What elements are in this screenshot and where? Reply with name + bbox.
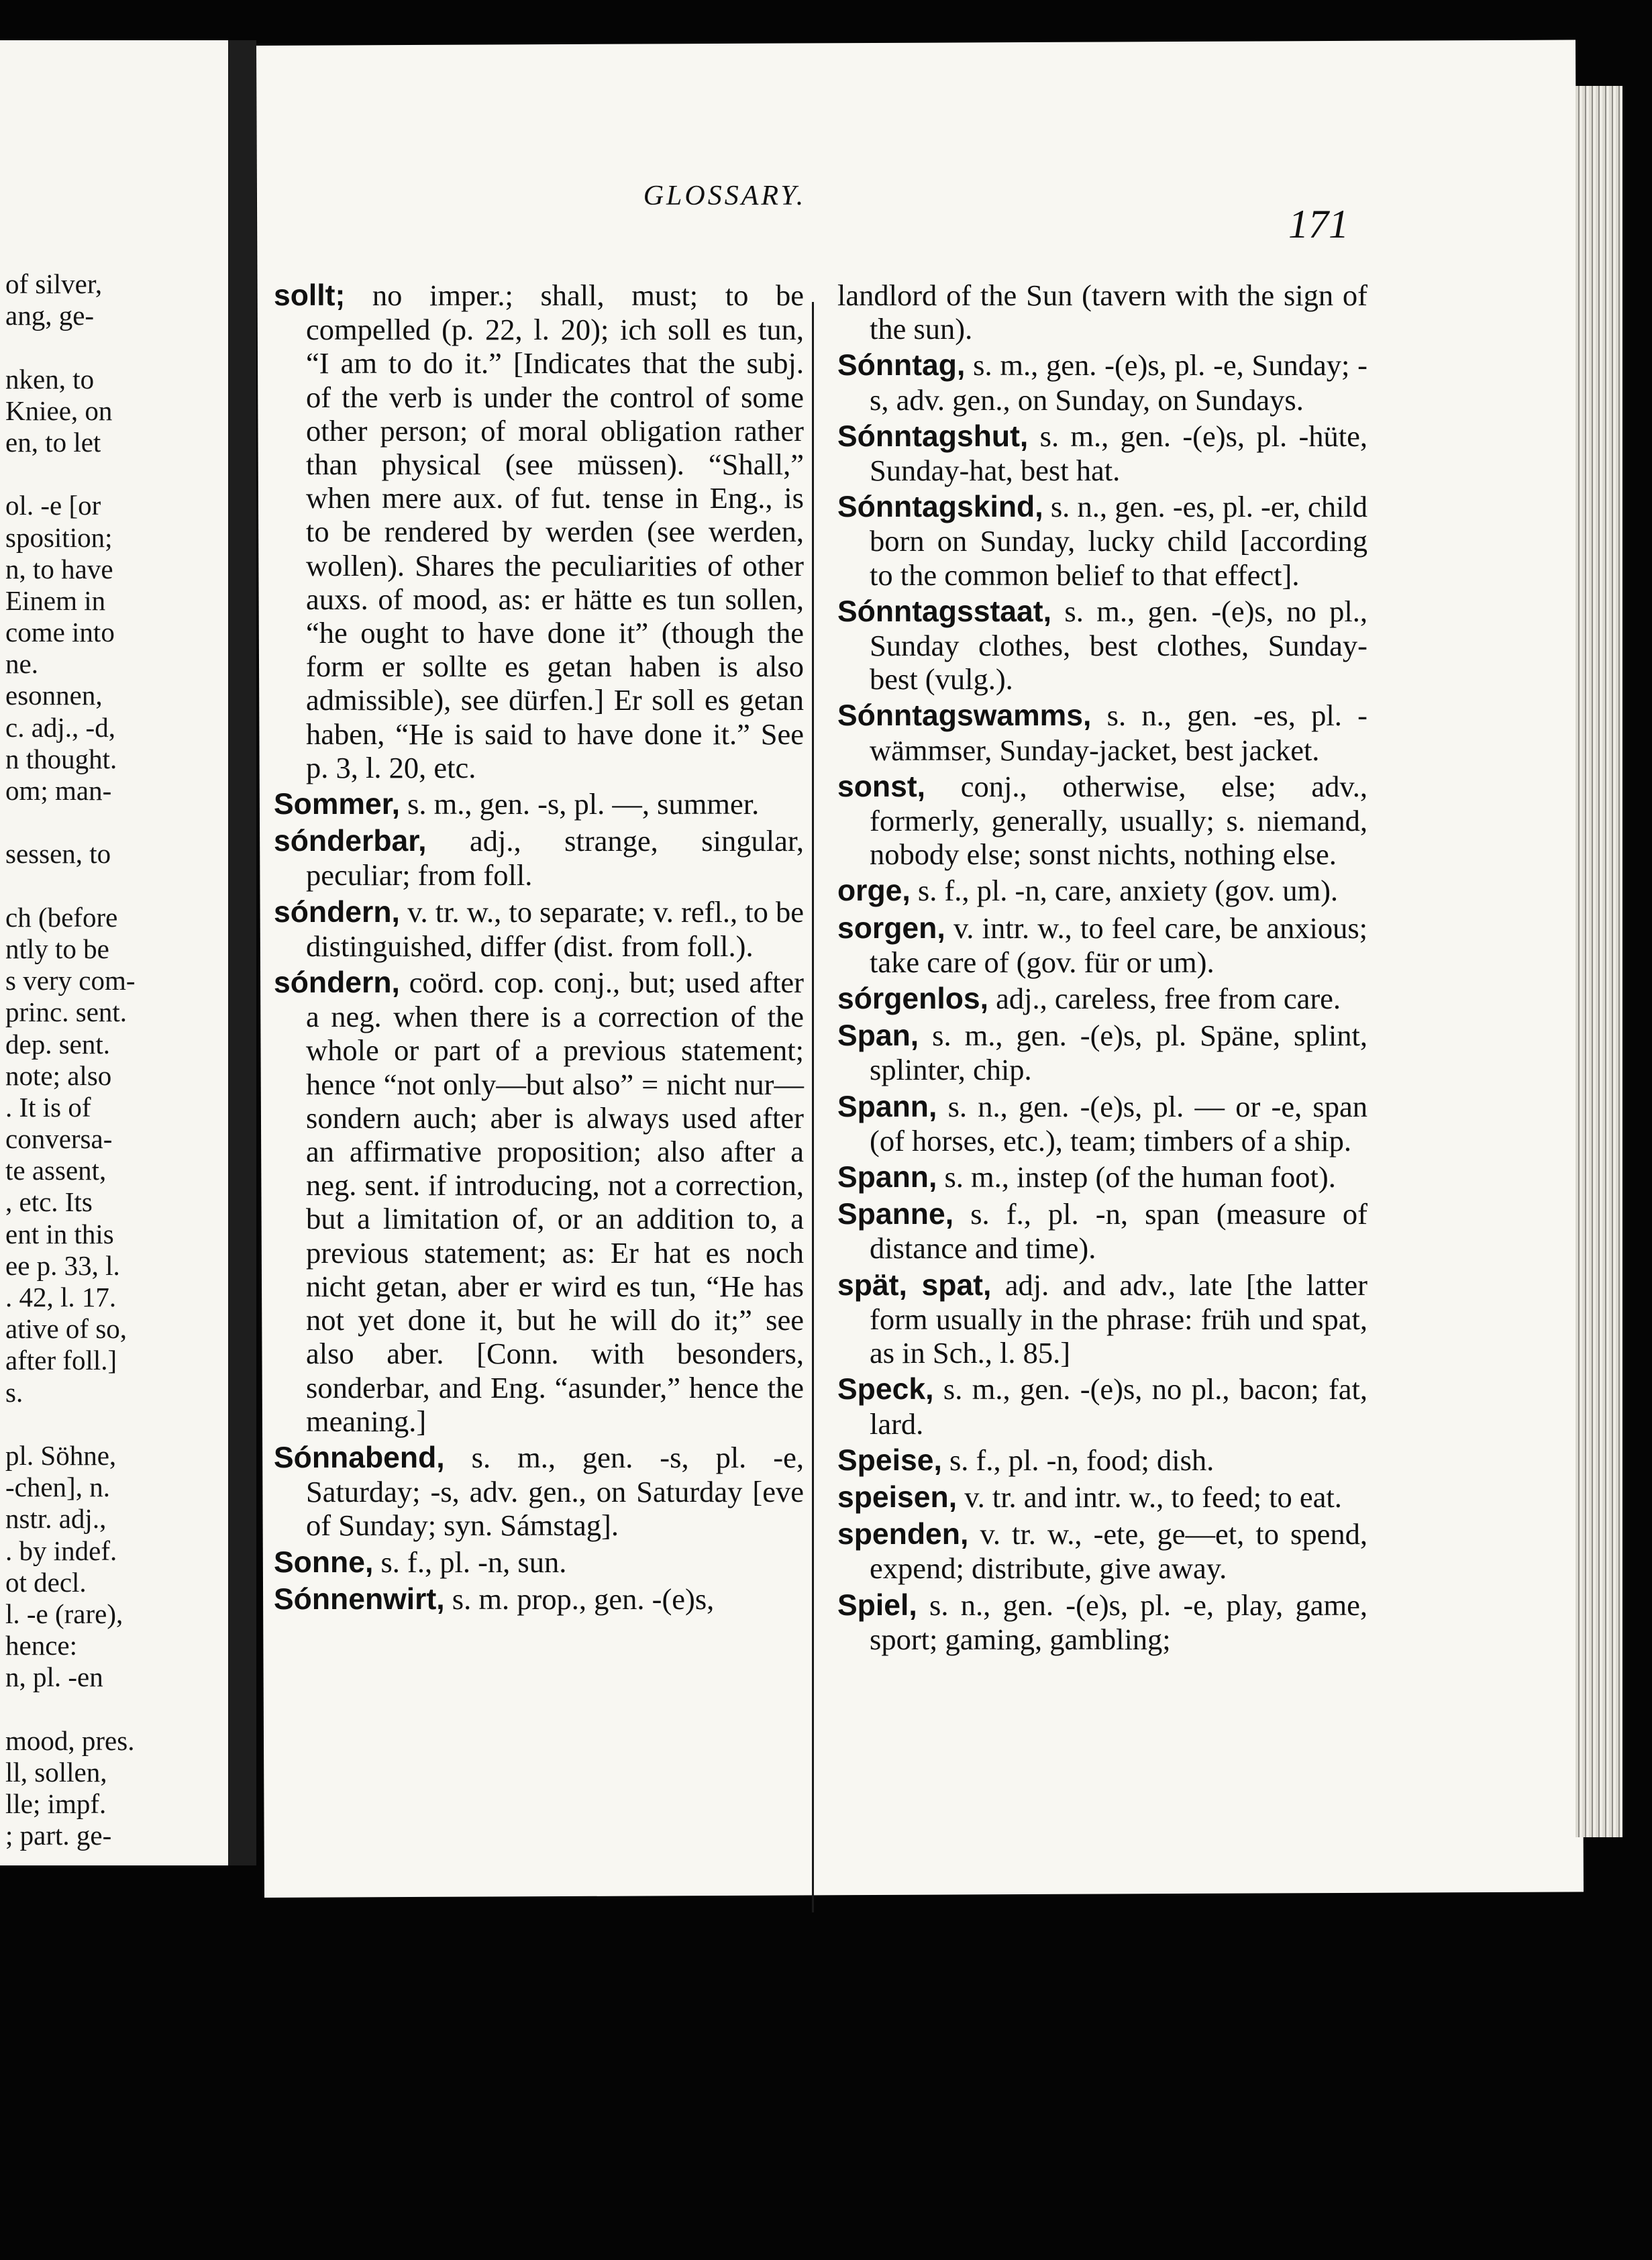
glossary-entry (274, 966, 804, 1438)
left-page-line: mood, pres. (5, 1725, 135, 1756)
running-head: GLOSSARY. (643, 181, 807, 211)
entry-headword: Spann, (837, 1090, 937, 1123)
glossary-entry (837, 1372, 1367, 1440)
entry-headword: spät, spat, (837, 1268, 992, 1302)
entry-definition: adj. and adv., late [the latter form usually in the phrase: früh und spat, as in Sch., l. 85.] (870, 1268, 1367, 1370)
left-page-line: nstr. adj., (5, 1503, 107, 1535)
left-page-line: come into (5, 617, 115, 648)
glossary-entry (837, 1443, 1367, 1478)
glossary-entry (837, 419, 1367, 487)
glossary-entry (837, 1268, 1367, 1370)
left-page-line: sessen, to (5, 838, 111, 870)
left-page-line: dep. sent. (5, 1028, 110, 1060)
left-page-line: ative of so, (5, 1313, 127, 1345)
left-page-line: ne. (5, 648, 38, 680)
glossary-entry (837, 770, 1367, 872)
glossary-entry (274, 278, 804, 784)
glossary-entry (837, 1019, 1367, 1086)
glossary-entry (837, 1480, 1367, 1514)
left-page-line: -chen], n. (5, 1472, 110, 1503)
left-page-line: Kniee, on (5, 395, 113, 426)
entry-definition: s. m., gen. -(e)s, pl. -e, Sunday; -s, adv. gen., on Sunday, on Sundays. (870, 348, 1368, 417)
entry-headword: Sonne, (274, 1545, 374, 1579)
left-page-line: c. adj., -d, (5, 711, 115, 743)
left-page-line: , etc. Its (5, 1186, 93, 1218)
left-page-line: nken, to (5, 363, 95, 395)
entry-definition: s. n., gen. -(e)s, pl. -e, play, game, sport; gaming, gambling; (870, 1588, 1368, 1656)
entry-definition: s. m., instep (of the human foot). (944, 1160, 1336, 1194)
entry-definition: s. f., pl. -n, span (measure of distance and time). (870, 1197, 1368, 1266)
glossary-entry (837, 1160, 1367, 1194)
page-number: 171 (1288, 202, 1349, 246)
page-edges (1576, 86, 1622, 1837)
left-page-line: after foll.] (5, 1345, 117, 1376)
entry-headword: Sónnenwirt, (274, 1582, 445, 1616)
glossary-entry (837, 699, 1367, 766)
left-page-line: ch (before (5, 901, 118, 933)
entry-definition: coörd. cop. conj., but; used after a neg. when there is a correction of the whole or part of a previous statement; hence “not only—but also” = nicht nur—sondern auch; aber is always used after an affirmative proposition; also after a neg. sent. if introducing, not a correction, but a limitation of, or an addition to, a previous statement; as: Er hat es noch nicht getan, aber er wird es tun, “He has not yet done it, but he will do it;” see also aber. [Conn. with besonders, sonderbar, and Eng. “asunder,” hence the meaning.] (306, 966, 804, 1438)
left-page-line: n thought. (5, 743, 117, 774)
entry-headword: Spanne, (837, 1198, 954, 1231)
entry-headword: spenden, (837, 1518, 969, 1551)
left-page-line: sposition; (5, 521, 113, 553)
entry-definition: s. m., gen. -s, pl. -e, Saturday; -s, adv. gen., on Saturday [eve of Sunday; syn. Sámstag]. (306, 1440, 804, 1543)
left-page-line: ll, sollen, (5, 1756, 107, 1788)
entry-headword: Sommer, (274, 788, 400, 821)
left-page-line: ee p. 33, l. (5, 1249, 120, 1281)
left-page-line: pl. Söhne, (5, 1439, 117, 1471)
left-page-line: s very com- (5, 965, 136, 996)
column-divider (812, 302, 814, 1912)
entry-definition: landlord of the Sun (tavern with the sign of the sun). (837, 278, 1367, 346)
entry-headword: Sónntagswamms, (837, 699, 1092, 733)
left-page-line (5, 807, 227, 838)
entry-headword: Sónntagshut, (837, 419, 1029, 453)
glossary-entry (274, 895, 804, 963)
left-page-text (5, 268, 227, 1851)
left-page-line: om; man- (5, 775, 112, 806)
book-gutter (229, 40, 256, 1865)
left-page-line: Einem in (5, 584, 106, 616)
entry-definition: s. f., pl. -n, food; dish. (949, 1443, 1215, 1477)
entry-headword: orge, (837, 874, 911, 908)
entry-headword: sonst, (837, 770, 926, 803)
entry-headword: Speise, (837, 1443, 942, 1477)
left-page-line: hence: (5, 1630, 77, 1661)
left-page-line: ntly to be (5, 933, 109, 964)
left-page-line: conversa- (5, 1123, 113, 1155)
glossary-entry (274, 1582, 804, 1616)
left-page-line: ; part. ge- (5, 1820, 112, 1851)
entry-headword: sórgenlos, (837, 982, 989, 1016)
glossary-column-left (274, 278, 804, 1619)
entry-headword: Sónntag, (837, 349, 966, 382)
entry-definition: s. f., pl. -n, care, anxiety (gov. um). (917, 874, 1339, 908)
left-page-line: lle; impf. (5, 1788, 107, 1819)
left-page-line: en, to let (5, 426, 101, 458)
entry-headword: sollt; (274, 279, 346, 312)
left-page-line: . It is of (5, 1091, 91, 1123)
glossary-entry (837, 1090, 1367, 1158)
entry-definition: s. m., gen. -(e)s, pl. -hüte, Sunday-hat, best hat. (870, 419, 1368, 488)
entry-definition: s. m., gen. -(e)s, no pl., Sunday clothes, best clothes, Sunday-best (vulg.). (870, 594, 1367, 697)
left-page-line (5, 1408, 227, 1440)
entry-definition: s. m., gen. -s, pl. —, summer. (407, 787, 760, 821)
glossary-entry (837, 874, 1367, 908)
entry-headword: Spann, (837, 1161, 937, 1194)
left-page-line: ent in this (5, 1218, 114, 1249)
left-page-line: te assent, (5, 1155, 107, 1186)
entry-definition: s. m. prop., gen. -(e)s, (452, 1582, 715, 1616)
entry-headword: Sónnabend, (274, 1441, 445, 1474)
entry-headword: Spiel, (837, 1588, 917, 1622)
left-page-line: princ. sent. (5, 996, 127, 1028)
entry-headword: sorgen, (837, 911, 945, 945)
entry-headword: sóndern, (274, 895, 400, 929)
left-page-line: . 42, l. 17. (5, 1282, 117, 1313)
glossary-entry (837, 982, 1367, 1016)
glossary-entry (837, 490, 1367, 592)
left-page-line: note; also (5, 1060, 112, 1091)
left-page-line: n, pl. -en (5, 1661, 103, 1693)
glossary-entry (274, 824, 804, 892)
entry-headword: Sónntagskind, (837, 491, 1043, 524)
left-page-line: ot decl. (5, 1566, 87, 1598)
left-page-line: l. -e (rare), (5, 1598, 123, 1629)
left-page-line (5, 331, 227, 363)
entry-headword: Speck, (837, 1373, 934, 1406)
left-page-line: esonnen, (5, 680, 103, 711)
entry-definition: v. tr. w., to separate; v. refl., to be distinguished, differ (dist. from foll.). (306, 894, 804, 963)
entry-definition: s. n., gen. -es, pl. -er, child born on Sunday, lucky child [according to the common belief to that effect]. (870, 490, 1367, 592)
glossary-entry (837, 278, 1367, 346)
glossary-entry (274, 787, 804, 821)
glossary-entry (837, 1197, 1367, 1265)
left-page-line: n, to have (5, 553, 113, 584)
entry-definition: adj., strange, singular, peculiar; from foll. (306, 824, 805, 892)
entry-definition: v. tr. and intr. w., to feed; to eat. (964, 1480, 1342, 1514)
entry-definition: s. m., gen. -(e)s, no pl., bacon; fat, lard. (870, 1372, 1368, 1441)
glossary-entry (837, 1517, 1367, 1585)
glossary-entry (837, 348, 1367, 416)
entry-definition: no imper.; shall, must; to be compelled (p. 22, l. 20); ich soll es tun, “I am to do it.” [Indicates that the subj. of the verb is under the control of some other person; of moral obligation rather than physical (see müssen). “Shall,” when mere aux. of fut. tense in Eng., is to be rendered by werden (see werden, wollen). Shares the peculiarities of other auxs. of mood, as: er hätte es tun sollen, “he ought to have done it” (though the form er sollte es getan haben is also admissible), see dürfen.] Er soll es getan haben, “He is said to have done it.” See p. 3, l. 20, etc. (306, 278, 805, 784)
left-page-line (5, 870, 227, 902)
left-page-line (5, 1693, 227, 1725)
glossary-entry (274, 1545, 804, 1580)
glossary-entry (837, 911, 1367, 979)
glossary-entry (837, 595, 1367, 697)
left-page-line: ang, ge- (5, 300, 95, 331)
entry-headword: Sónntagsstaat, (837, 595, 1051, 628)
glossary-entry (837, 1588, 1367, 1656)
entry-definition: s. n., gen. -es, pl. -wämmser, Sunday-jacket, best jacket. (870, 699, 1368, 767)
left-page-line: . by indef. (5, 1535, 117, 1566)
entry-definition: v. tr. w., -ete, ge—et, to spend, expend; distribute, give away. (870, 1517, 1367, 1586)
entry-headword: sónderbar, (274, 825, 427, 858)
left-page-line: of silver, (5, 268, 103, 299)
entry-headword: speisen, (837, 1480, 958, 1514)
left-page-line: s. (5, 1376, 23, 1408)
left-page-line (5, 458, 227, 490)
entry-definition: adj., careless, free from care. (996, 982, 1341, 1016)
left-page-line: ol. -e [or (5, 490, 101, 521)
entry-definition: v. intr. w., to feel care, be anxious; take care of (gov. für or um). (870, 911, 1368, 979)
entry-headword: Span, (837, 1019, 919, 1053)
entry-definition: s. f., pl. -n, sun. (380, 1545, 567, 1579)
entry-definition: s. m., gen. -(e)s, pl. Späne, splint, splinter, chip. (870, 1019, 1368, 1087)
glossary-column-right (837, 278, 1367, 1659)
glossary-entry (274, 1441, 804, 1543)
left-page (0, 40, 230, 1865)
entry-definition: conj., otherwise, else; adv., formerly, generally, usually; s. niemand, nobody else; sonst nichts, nothing else. (870, 769, 1367, 872)
entry-headword: sóndern, (274, 966, 400, 1000)
entry-definition: s. n., gen. -(e)s, pl. — or -e, span (of horses, etc.), team; timbers of a ship. (870, 1089, 1367, 1158)
